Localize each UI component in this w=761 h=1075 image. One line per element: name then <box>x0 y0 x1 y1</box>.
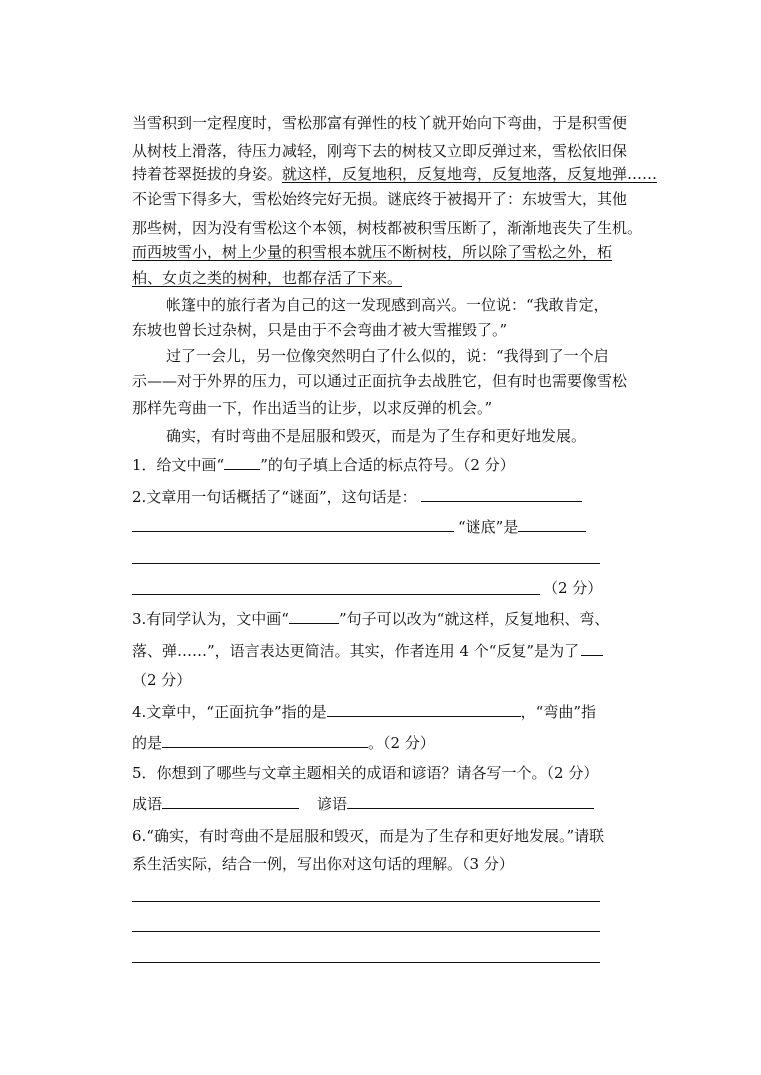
answer-blank[interactable] <box>518 516 586 532</box>
passage-line: 帐篷中的旅行者为自己的这一发现感到高兴。一位说：“我敢肯定， <box>166 296 609 314</box>
proverb-blank[interactable] <box>347 793 594 809</box>
answer-blank[interactable] <box>327 701 521 717</box>
question-4-line <box>132 732 435 753</box>
underlined-sentence: 柏、女贞之类的树种，也都存活了下来。 <box>132 269 403 287</box>
passage-line: 从树枝上滑落，待压力减轻，刚弯下去的树枝又立即反弹过来，雪松依旧保 <box>132 142 628 160</box>
question-text: 的是 <box>132 734 163 752</box>
question-text: ”句子可以改为“就这样，反复地积、弯、 <box>338 610 610 628</box>
passage-line: 确实，有时弯曲不是屈服和毁灭，而是为了生存和更好地发展。 <box>166 427 587 445</box>
question-6-line: 系生活实际，结合一例，写出你对这句话的理解。（3 分） <box>132 855 514 873</box>
question-text: 4.文章中，“正面抗争”指的是 <box>132 703 327 721</box>
answer-line[interactable] <box>132 962 600 963</box>
answer-line[interactable] <box>132 563 600 564</box>
score-label: （2 分） <box>543 579 603 597</box>
answer-line[interactable] <box>132 901 600 902</box>
answer-blank[interactable] <box>289 608 339 624</box>
passage-line: 不论雪下得多大，雪松始终完好无损。谜底终于被揭开了：东坡雪大，其他 <box>132 190 628 208</box>
passage-line: 当雪积到一定程度时，雪松那富有弹性的枝丫就开始向下弯曲，于是积雪便 <box>132 114 628 132</box>
question-5: 5．你想到了哪些与文章主题相关的成语和谚语？请各写一个。（2 分） <box>132 764 599 782</box>
answer-blank[interactable] <box>581 640 603 656</box>
answer-blank[interactable] <box>421 486 582 502</box>
idiom-label: 成语 <box>132 795 163 813</box>
question-text: ”的句子填上合适的标点符号。（2 分） <box>260 456 515 474</box>
answer-line[interactable] <box>132 594 540 595</box>
question-2 <box>132 486 582 507</box>
question-text: 。（2 分） <box>368 734 435 752</box>
passage-line: 那样先弯曲一下，作出适当的让步，以求反弹的机会。” <box>132 399 493 417</box>
score-label: （2 分） <box>132 671 192 689</box>
question-3-line <box>132 640 603 661</box>
question-6: 6.“确实，有时弯曲不是屈服和毁灭，而是为了生存和更好地发展。”请联 <box>132 827 605 845</box>
question-3 <box>132 608 609 629</box>
question-text: “谜底”是 <box>458 518 519 536</box>
passage-line <box>132 164 657 184</box>
question-1 <box>132 454 515 475</box>
passage-line: 示——对于外界的压力，可以通过正面抗争去战胜它，但有时也需要像雪松 <box>132 372 628 390</box>
passage-text: 持着苍翠挺拔的身姿。 <box>132 165 283 183</box>
question-2-secret <box>458 516 586 537</box>
passage-line: 那些树，因为没有雪松这个本领，树枝都被积雪压断了，渐渐地丧失了生机。 <box>132 219 643 237</box>
question-text: 落、弹……”，语言表达更简洁。其实，作者连用 4 个“反复”是为了 <box>132 642 580 660</box>
question-text: 3.有同学认为，文中画“ <box>132 610 289 628</box>
answer-line[interactable] <box>132 531 454 532</box>
answer-line[interactable] <box>132 931 600 932</box>
passage-line: 过了一会儿，另一位像突然明白了什么似的，说：“我得到了一个启 <box>166 347 609 365</box>
idiom-blank[interactable] <box>162 793 299 809</box>
question-text: 1．给文中画“ <box>132 456 225 474</box>
question-5-answers <box>132 793 594 814</box>
passage-line: 东坡也曾长过杂树，只是由于不会弯曲才被大雪摧毁了。” <box>132 321 508 339</box>
answer-blank[interactable] <box>162 732 368 748</box>
question-4 <box>132 701 596 722</box>
question-text: 2.文章用一句话概括了“谜面”，这句话是： <box>132 488 417 506</box>
underlined-sentence: 而西坡雪小，树上少量的积雪根本就压不断树枝，所以除了雪松之外，柘 <box>132 243 613 261</box>
answer-blank[interactable] <box>224 454 260 470</box>
underlined-sentence: 就这样，反复地积，反复地弯，反复地落，反复地弹…… <box>282 165 658 183</box>
proverb-label: 谚语 <box>317 795 348 813</box>
question-text: ，“弯曲”指 <box>520 703 596 721</box>
